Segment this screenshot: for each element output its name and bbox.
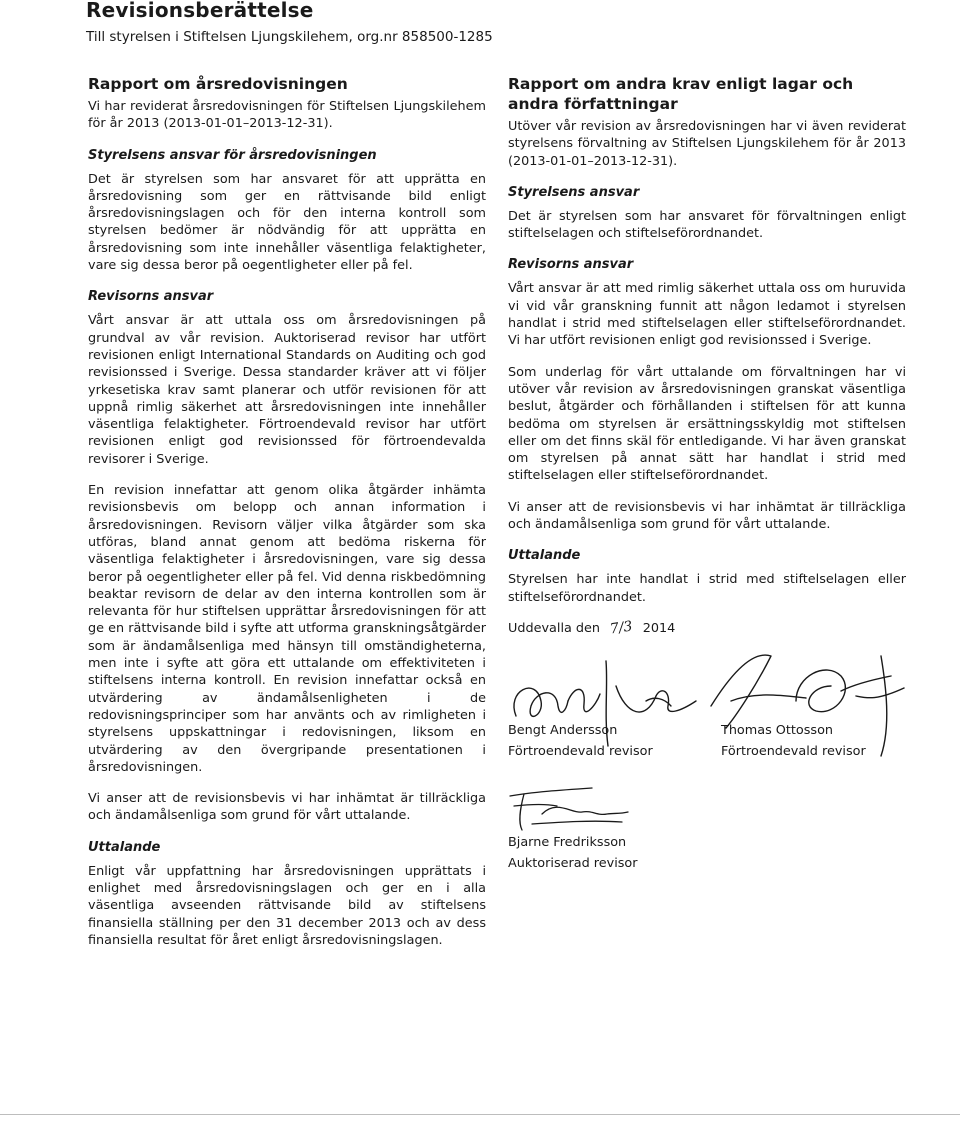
- statement-text-right: Styrelsen har inte handlat i strid med stiftelselagen eller stiftelseförordnandet.: [508, 572, 906, 605]
- date-year: 2014: [642, 620, 676, 636]
- signer-1: [508, 720, 653, 762]
- signer-3: [508, 832, 638, 874]
- signer-3-name: Bjarne Fredriksson: [508, 834, 627, 850]
- section-heading-annual-report: Rapport om årsredovisningen: [88, 75, 348, 93]
- page-subtitle: Till styrelsen i Stiftelsen Ljungskilehem, org.nr 858500-1285: [86, 29, 493, 45]
- page-title: Revisionsberättelse: [86, 0, 314, 22]
- auditor-paragraph-2-right: Som underlag för vårt uttalande om förvaltningen har vi utöver vår revision av årsredovisningen granskat väsentliga beslut, åtgärder och förhållanden i stiftelsen för att kunna bedöma om styrelsen är ersättningsskyldig mot stiftelsen eller om det finns skäl för entledigande. Vi har även granskat om styrelsen på annat sätt har handlat i strid med stiftelselagen eller stiftelseförordnandet.: [508, 364, 906, 484]
- place-and-date: [508, 620, 906, 636]
- subheading-board-responsibility: Styrelsens ansvar för årsredovisningen: [88, 147, 377, 163]
- intro-paragraph-right: Utöver vår revision av årsredovisningen har vi även reviderat styrelsens förvaltning av Stiftelsen Ljungskilehem för år 2013 (2013-01-01–2013-12-31).: [508, 119, 906, 169]
- auditor-paragraph-1: Vårt ansvar är att uttala oss om årsredovisningen på grundval av vår revision. Auktoriserad revisor har utfört revisionen enligt International Standards on Auditing och god revisionssed i Sverige. Dessa standarder kräver att vi följer yrkesetiska krav samt planerar och utför revisionen för att uppnå rimlig säkerhet att årsredovisningen inte innehåller väsentliga felaktigheter. Förtroendevald revisor har utfört revisionen enligt god revisionssed för förtroendevalda revisorer i Sverige.: [88, 313, 486, 467]
- left-column: [88, 74, 486, 963]
- signer-1-role: Förtroendevald revisor: [508, 743, 653, 759]
- signer-2-name: Thomas Ottosson: [721, 722, 834, 738]
- right-column: [508, 74, 906, 871]
- signature-3-image: [502, 784, 632, 834]
- subheading-auditor-responsibility-right: Revisorns ansvar: [508, 257, 634, 273]
- statement-text: Enligt vår uppfattning har årsredovisningen upprättats i enlighet med årsredovisningslagen och ger en i alla väsentliga avseenden rättvisande bild av stiftelsens finansiella ställning per den 31 december 2013 och av dess finansiella resultat för året enligt årsredovisningslagen.: [88, 863, 486, 948]
- signer-3-role: Auktoriserad revisor: [508, 855, 638, 871]
- signer-2: [721, 720, 866, 762]
- auditor-paragraph-3: Vi anser att de revisionsbevis vi har inhämtat är tillräckliga och ändamålsenliga som grund för vårt uttalande.: [88, 791, 486, 824]
- signer-2-role: Förtroendevald revisor: [721, 743, 866, 759]
- auditor-paragraph-2: En revision innefattar att genom olika åtgärder inhämta revisionsbevis om belopp och annan information i årsredovisningen. Revisorn väljer vilka åtgärder som ska utföras, bland annat genom att bedöma riskerna för väsentliga felaktigheter i årsredovisningen, vare sig dessa beror på oegentligheter eller på fel. Vid denna riskbedömning beaktar revisorn de delar av den interna kontrollen som är relevanta för hur stiftelsen upprättar årsredovisningen för att ge en rättvisande bild i syfte att utforma granskningsåtgärder som är ändamålsenliga med hänsyn till omständigheterna, men inte i syfte att göra ett uttalande om effektiviteten i stiftelsens interna kontroll. En revision innefattar också en utvärdering av ändamålsenligheten i de redovisningsprinciper som har använts och av rimligheten i styrelsens uppskattningar i redovisningen, liksom en utvärdering av den övergripande presentationen i årsredovisningen.: [88, 483, 486, 775]
- place-prefix: Uddevalla den: [508, 620, 601, 636]
- signature-area: [508, 636, 906, 871]
- board-responsibility-text-right: Det är styrelsen som har ansvaret för förvaltningen enligt stiftelselagen och stiftelseförordnandet.: [508, 208, 906, 242]
- board-responsibility-text: Det är styrelsen som har ansvaret för att upprätta en årsredovisning som ger en rättvisande bild enligt årsredovisningslagen och för den interna kontroll som styrelsen bedömer är nödvändig för att upprätta en årsredovisning som inte innehåller väsentliga felaktigheter, vare sig dessa beror på oegentligheter eller på fel.: [88, 171, 486, 274]
- subheading-statement: Uttalande: [88, 839, 161, 855]
- subheading-board-responsibility-right: Styrelsens ansvar: [508, 184, 640, 200]
- auditor-paragraph-3-right: Vi anser att de revisionsbevis vi har inhämtat är tillräckliga och ändamålsenliga som grund för vårt uttalande.: [508, 499, 906, 533]
- footer-divider: [0, 1114, 960, 1115]
- signer-1-name: Bengt Andersson: [508, 722, 618, 738]
- auditor-paragraph-1-right: Vårt ansvar är att med rimlig säkerhet uttala oss om huruvida vi vid vår granskning funnit att någon ledamot i styrelsen handlat i strid med stiftelselagen eller stiftelseförordnandet. Vi har utfört revisionen enligt god revisionssed i Sverige.: [508, 281, 906, 349]
- section-heading-other-requirements: Rapport om andra krav enligt lagar och andra författningar: [508, 75, 854, 113]
- handwritten-date: 7/3: [609, 618, 634, 638]
- subheading-statement-right: Uttalande: [508, 548, 581, 564]
- subheading-auditor-responsibility: Revisorns ansvar: [88, 289, 214, 305]
- intro-paragraph: Vi har reviderat årsredovisningen för Stiftelsen Ljungskilehem för år 2013 (2013-01-01–2013-12-31).: [88, 99, 486, 132]
